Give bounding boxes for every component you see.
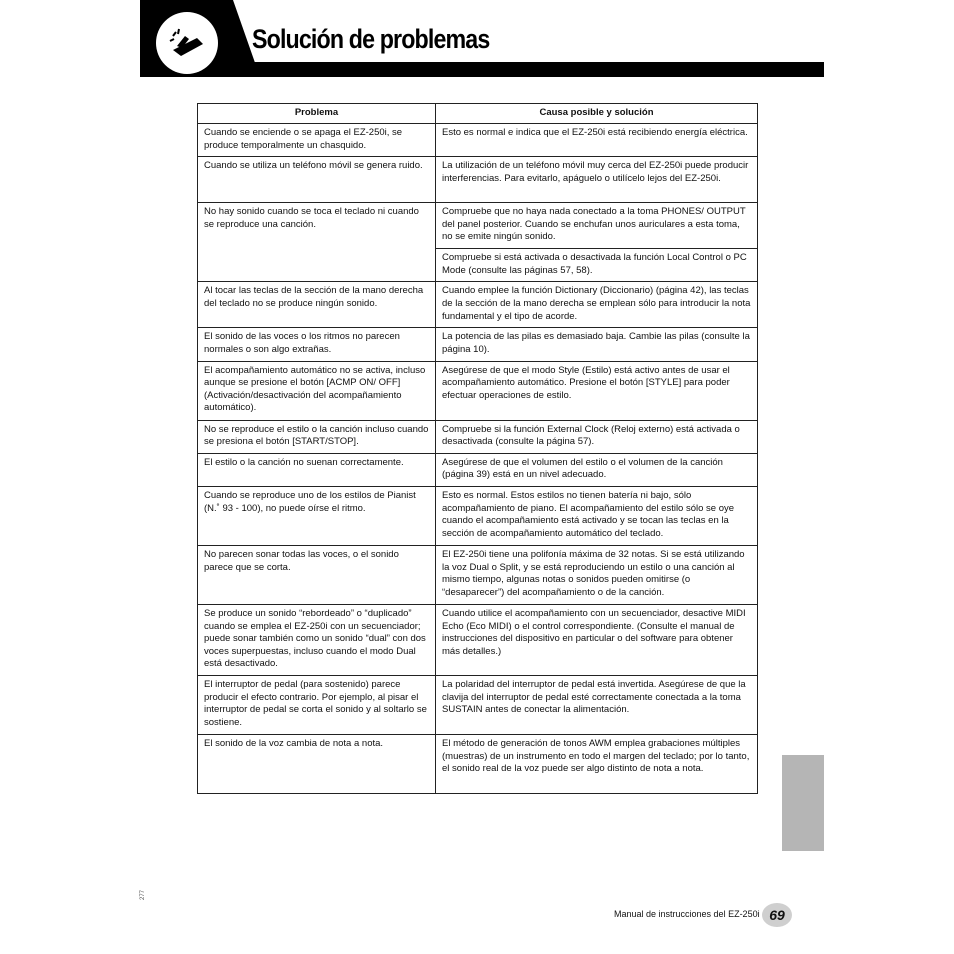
hand-pressing-key-icon: [156, 12, 218, 74]
troubleshooting-table: [197, 103, 758, 794]
column-header-problem: Problema: [198, 104, 436, 124]
side-code: 277: [140, 889, 146, 900]
solution-cell: Esto es normal e indica que el EZ-250i está recibiendo energía eléctrica.: [436, 124, 758, 157]
problem-cell: Cuando se reproduce uno de los estilos de Pianist (N.˚ 93 - 100), no puede oírse el ritmo.: [198, 486, 436, 545]
problem-cell: No parecen sonar todas las voces, o el sonido parece que se corta.: [198, 545, 436, 604]
table-row: [198, 675, 758, 734]
solution-cell: Compruebe si está activada o desactivada la función Local Control o PC Mode (consulte las páginas 57, 58).: [436, 249, 758, 282]
solution-cell: Compruebe que no haya nada conectado a la toma PHONES/ OUTPUT del panel posterior. Cuando se enchufan unos auriculares a esta toma, no se emite ningún sonido.: [436, 203, 758, 249]
page-number: 69: [762, 903, 792, 927]
solution-cell: Esto es normal. Estos estilos no tienen batería ni bajo, sólo acompañamiento de piano. El acompañamiento del estilo sólo se oye cuando el acompañamiento está activado y se tocan las teclas en la sección de acompañamiento automático del teclado.: [436, 486, 758, 545]
table-row: [198, 545, 758, 604]
problem-cell: El acompañamiento automático no se activa, incluso aunque se presione el botón [ACMP ON/ OFF] (Activación/desactivación del acompañamiento automático).: [198, 361, 436, 420]
solution-cell: El EZ-250i tiene una polifonía máxima de 32 notas. Si se está utilizando la voz Dual o Split, y se está reproduciendo un estilo o una canción al mismo tiempo, algunas notas o sonidos pueden omitirse (o “desaparecer”) del acompañamiento o de la canción.: [436, 545, 758, 604]
column-header-solution: Causa posible y solución: [436, 104, 758, 124]
table-row: [198, 328, 758, 361]
solution-cell: La polaridad del interruptor de pedal está invertida. Asegúrese de que la clavija del interruptor de pedal esté correctamente conectada a la toma SUSTAIN antes de conectar la alimentación.: [436, 675, 758, 734]
problem-cell: Se produce un sonido “rebordeado” o “duplicado” cuando se emplea el EZ-250i con un secuenciador; puede sonar también como un sonido “dual” con dos voces superpuestas, incluso cuando el modo Dual está desactivado.: [198, 604, 436, 675]
table-row: [198, 453, 758, 486]
problem-cell: Al tocar las teclas de la sección de la mano derecha del teclado no se produce ningún sonido.: [198, 282, 436, 328]
table-row: [198, 203, 758, 249]
footer-manual-title: Manual de instrucciones del EZ-250i: [614, 909, 760, 919]
table-row: [198, 486, 758, 545]
header-rule: [140, 62, 824, 77]
table-row: [198, 734, 758, 793]
solution-cell: La utilización de un teléfono móvil muy cerca del EZ-250i puede producir interferencias. Para evitarlo, apáguelo o utilícelo lejos del EZ-250i.: [436, 157, 758, 203]
table-header-row: [198, 104, 758, 124]
solution-cell: El método de generación de tonos AWM emplea grabaciones múltiples (muestras) de un instrumento en todo el margen del teclado; por lo tanto, el sonido real de la voz puede ser algo distinto de nota a nota.: [436, 734, 758, 793]
problem-cell: No se reproduce el estilo o la canción incluso cuando se presiona el botón [START/STOP].: [198, 420, 436, 453]
problem-cell: Cuando se enciende o se apaga el EZ-250i, se produce temporalmente un chasquido.: [198, 124, 436, 157]
solution-cell: Cuando utilice el acompañamiento con un secuenciador, desactive MIDI Echo (Eco MIDI) o el control correspondiente. (Consulte el manual de instrucciones del dispositivo en particular o del software para obtener más detalles.): [436, 604, 758, 675]
problem-cell: El sonido de la voz cambia de nota a nota.: [198, 734, 436, 793]
problem-cell: El sonido de las voces o los ritmos no parecen normales o son algo extrañas.: [198, 328, 436, 361]
problem-cell: No hay sonido cuando se toca el teclado ni cuando se reproduce una canción.: [198, 203, 436, 282]
problem-cell: El estilo o la canción no suenan correctamente.: [198, 453, 436, 486]
table-row: [198, 361, 758, 420]
page-title: Solución de problemas: [252, 24, 490, 54]
solution-cell: La potencia de las pilas es demasiado baja. Cambie las pilas (consulte la página 10).: [436, 328, 758, 361]
table-row: [198, 124, 758, 157]
table-row: [198, 420, 758, 453]
problem-cell: Cuando se utiliza un teléfono móvil se genera ruido.: [198, 157, 436, 203]
section-side-tab: [782, 755, 824, 851]
solution-cell: Cuando emplee la función Dictionary (Diccionario) (página 42), las teclas de la sección de la mano derecha se emplean sólo para introducir la nota fundamental y el tipo de acorde.: [436, 282, 758, 328]
solution-cell: Asegúrese de que el modo Style (Estilo) está activo antes de usar el acompañamiento automático. Presione el botón [STYLE] para poder efectuar operaciones de estilo.: [436, 361, 758, 420]
problem-cell: El interruptor de pedal (para sostenido) parece producir el efecto contrario. Por ejemplo, al pisar el interruptor de pedal se corta el sonido y al soltarlo se sostiene.: [198, 675, 436, 734]
table-row: [198, 157, 758, 203]
solution-cell: Compruebe si la función External Clock (Reloj externo) está activada o desactivada (consulte la página 57).: [436, 420, 758, 453]
solution-cell: Asegúrese de que el volumen del estilo o el volumen de la canción (página 39) está en un nivel adecuado.: [436, 453, 758, 486]
table-row: [198, 282, 758, 328]
table-row: [198, 604, 758, 675]
